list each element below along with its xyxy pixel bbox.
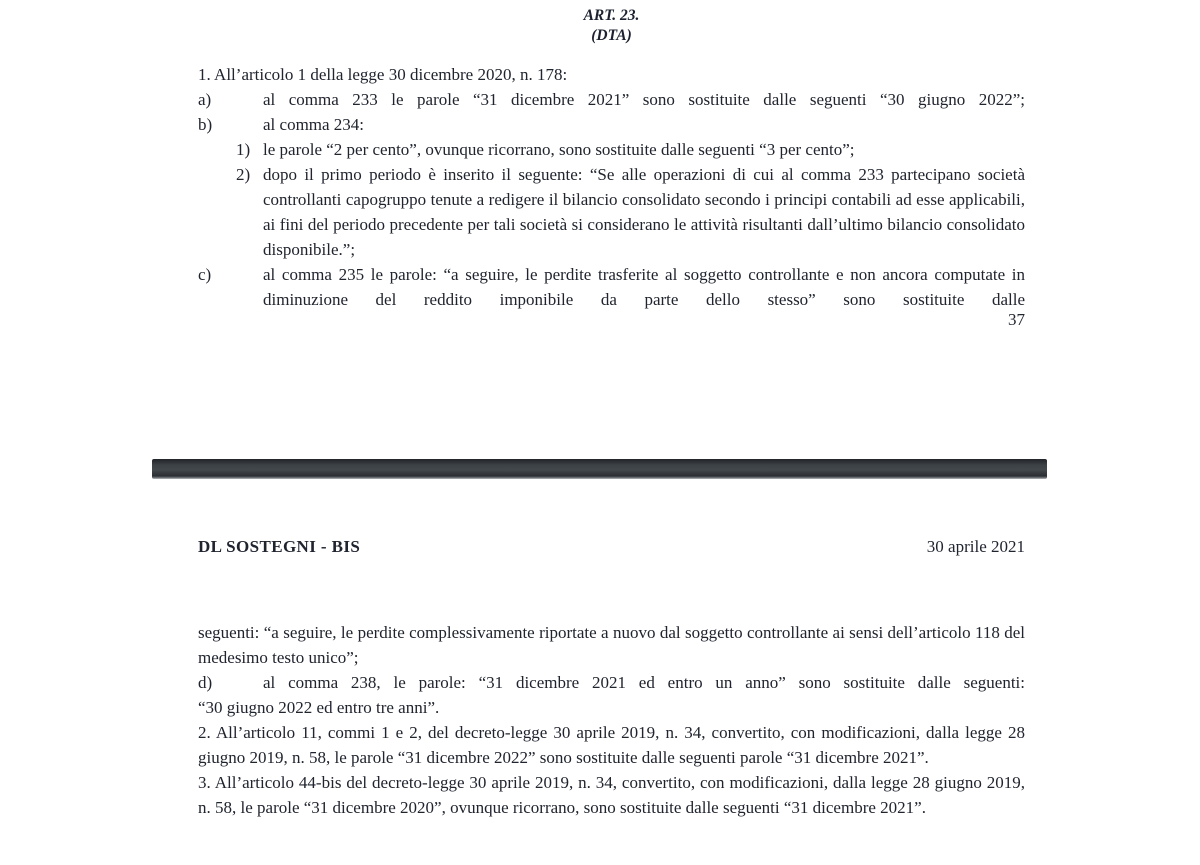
- list-item-text: al comma 238, le parole: “31 dicembre 2021 ed entro un anno” sono sostituite dalle seguenti:: [263, 673, 1025, 692]
- list-item-c: [198, 262, 1025, 312]
- page-1-content: [198, 6, 1025, 332]
- page-number: 37: [1008, 310, 1025, 329]
- list-item-text: al comma 235 le parole: “a seguire, le perdite trasferite al soggetto controllante e non ancora computate in diminuzione del reddito imponibile da parte dello stesso” sono sostituite dalle: [263, 265, 1025, 309]
- page-1-body: [198, 62, 1025, 332]
- page-2-content: [198, 620, 1025, 820]
- list-item-text: al comma 233 le parole “31 dicembre 2021” sono sostituite dalle seguenti “30 giugno 2022”;: [263, 90, 1025, 109]
- page-2-header: [198, 537, 1025, 557]
- list-item-text: le parole “2 per cento”, ovunque ricorrano, sono sostituite dalle seguenti “3 per cento”;: [263, 140, 855, 159]
- list-item-text: al comma 234:: [263, 115, 365, 134]
- paragraph-3: 3. All’articolo 44-bis del decreto-legge 30 aprile 2019, n. 34, convertito, con modificazioni, dalla legge 28 giugno 2019, n. 58, le parole “31 dicembre 2020”, ovunque ricorrano, sono sostituite dalle seguenti “31 dicembre 2021”.: [198, 773, 1025, 817]
- list-item-label: b): [198, 115, 213, 134]
- paragraph-1-intro: 1. All’articolo 1 della legge 30 dicembre 2020, n. 178:: [198, 65, 568, 84]
- paragraph-2: 2. All’articolo 11, commi 1 e 2, del decreto-legge 30 aprile 2019, n. 34, convertito, con modificazioni, dalla legge 28 giugno 2019, n. 58, le parole “31 dicembre 2022” sono sostituite dalle seguenti parole “31 dicembre 2021”.: [198, 723, 1025, 767]
- list-item-d: [198, 670, 1025, 695]
- list-item-b: [198, 112, 1025, 137]
- page-break-bar: [152, 459, 1047, 479]
- list-item-label: 2): [236, 165, 251, 184]
- list-item-d-wrap-line: “30 giugno 2022 ed entro tre anni”.: [198, 698, 440, 717]
- list-item-label: c): [198, 265, 212, 284]
- list-item-label: a): [198, 90, 212, 109]
- article-title: ART. 23.: [583, 7, 640, 24]
- list-item-2: [198, 162, 1025, 262]
- list-item-a: [198, 87, 1025, 112]
- list-item-label: 1): [236, 140, 251, 159]
- list-item-1: [198, 137, 1025, 162]
- article-subtitle: (DTA): [591, 27, 632, 44]
- document-title: DL SOSTEGNI - BIS: [198, 537, 361, 556]
- list-item-text: dopo il primo periodo è inserito il seguente: “Se alle operazioni di cui al comma 233 partecipano società controllanti capogruppo tenute a redigere il bilancio consolidato secondo i principi contabili ad esse applicabili, ai fini del periodo precedente per tali società si considerano le attività risultanti dall’ultimo bilancio consolidato disponibile.”;: [263, 165, 1025, 259]
- continuation-paragraph: seguenti: “a seguire, le perdite complessivamente riportate a nuovo dal soggetto controllante ai sensi dell’articolo 118 del medesimo testo unico”;: [198, 623, 1025, 667]
- document-date: 30 aprile 2021: [926, 537, 1025, 556]
- list-item-label: d): [198, 673, 213, 692]
